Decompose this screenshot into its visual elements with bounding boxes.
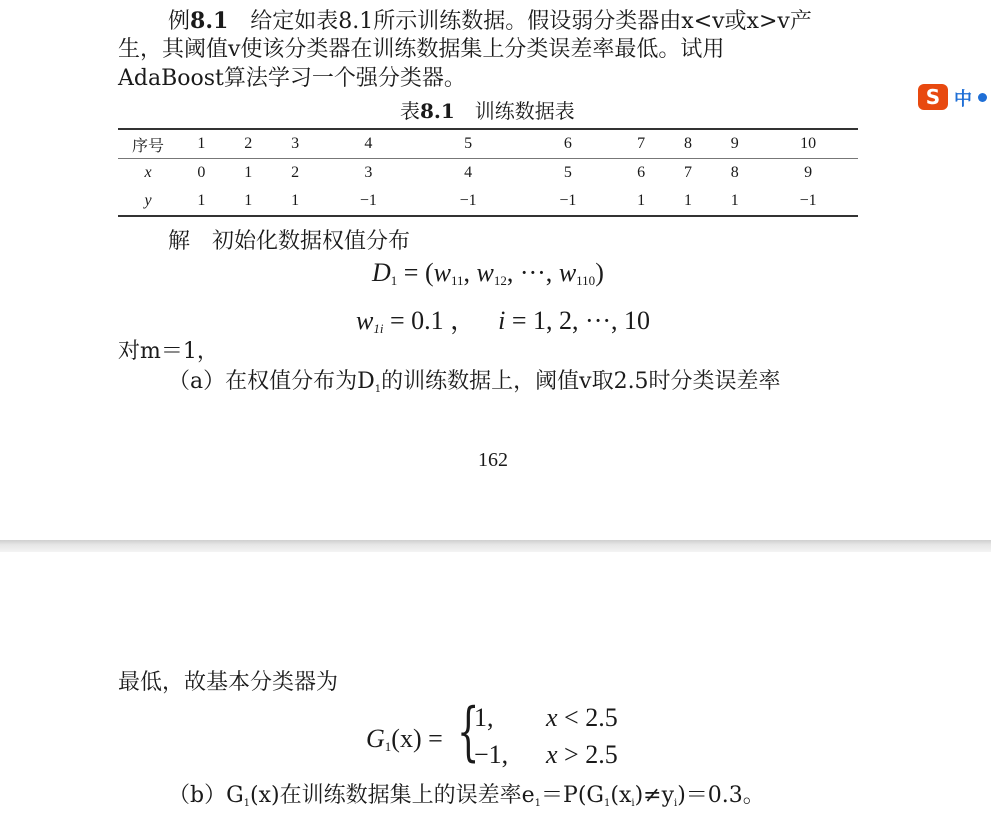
training-data-table	[118, 128, 858, 217]
step-b-text: )＝0.3。	[677, 783, 765, 808]
para1-line2: 生，其阈值v使该分类器在训练数据集上分类误差率最低。试用	[118, 37, 725, 62]
equation-d1	[372, 258, 604, 289]
case1-condition	[546, 703, 618, 733]
header-cell: 4	[319, 129, 419, 159]
para1-line3: AdaBoost算法学习一个强分类器。	[118, 66, 466, 91]
step-b-sub: 1	[243, 798, 251, 809]
table-caption	[400, 99, 575, 123]
caption-number: 8.1	[420, 99, 455, 123]
table-cell: 1	[272, 187, 319, 216]
ime-punctuation-icon[interactable]	[978, 93, 987, 102]
header-cell: 7	[618, 129, 665, 159]
row-label: y	[118, 187, 178, 216]
g1-lhs	[366, 724, 443, 755]
table-cell: 9	[804, 164, 813, 181]
eq-var: i	[498, 306, 506, 335]
header-cell: 8	[665, 129, 712, 159]
header-cell: 3	[272, 129, 319, 159]
step-a-text: 的训练数据上，阈值v取2.5时分类误差率	[381, 369, 781, 394]
example-text: 给定如表8.1所示训练数据。假设弱分类器由x<v或x>v产	[228, 9, 812, 34]
ime-language-toggle[interactable]: 中	[954, 89, 972, 110]
header-cell: 1	[178, 129, 225, 159]
eq-text: = (	[397, 258, 434, 287]
eq-text: = 0.1 ，	[383, 306, 477, 335]
page-separator	[0, 540, 991, 552]
table-cell: 1	[618, 187, 665, 216]
table-cell: 1	[665, 187, 712, 216]
table-cell: 0	[197, 164, 206, 181]
table-cell: −1	[418, 187, 518, 216]
cases-brace: {	[457, 695, 480, 769]
case2-value: −1,	[474, 740, 509, 769]
page-number: 162	[478, 449, 508, 471]
case2-condition	[546, 740, 618, 770]
eq-text: )	[595, 258, 604, 287]
eq-sub: 1i	[373, 321, 384, 336]
table-cell: 7	[683, 164, 692, 181]
eq-var: w	[558, 258, 577, 287]
p2-line1: 最低，故基本分类器为	[118, 670, 339, 695]
eq-lhs: D	[372, 258, 391, 287]
example-prefix: 例	[168, 9, 191, 34]
cond-var: x	[546, 740, 558, 769]
m-line: 对m＝1，	[118, 339, 219, 364]
eq-sub: 12	[493, 273, 507, 288]
cond-text: > 2.5	[557, 740, 618, 769]
table-cell: 5	[563, 164, 572, 181]
table-cell: −1	[319, 187, 419, 216]
step-b-sub: i	[631, 798, 635, 809]
table-cell: 4	[464, 164, 473, 181]
table-cell: −1	[518, 187, 618, 216]
cond-text: < 2.5	[557, 703, 618, 732]
example-number: 8.1	[190, 8, 229, 34]
row-label: x	[144, 164, 152, 181]
step-b-sub: 1	[603, 798, 611, 809]
para1-line1	[168, 8, 812, 35]
caption-prefix: 表	[400, 99, 420, 123]
step-b-text: (x)在训练数据集上的误差率e	[250, 783, 535, 808]
eq-text: ,	[463, 258, 477, 287]
step-a-text: （a）在权值分布为D	[168, 369, 375, 394]
table-cell: 2	[291, 164, 300, 181]
header-cell: 5	[418, 129, 518, 159]
step-a-sub: 1	[374, 384, 382, 395]
cond-var: x	[546, 703, 558, 732]
eq-sub: 110	[576, 273, 596, 288]
step-a-line	[168, 369, 781, 403]
eq-var: w	[433, 258, 451, 287]
step-b-sub: i	[674, 798, 678, 809]
table-cell: 1	[225, 187, 272, 216]
eq-sub: 1	[390, 273, 398, 288]
g-arg: (x) =	[391, 724, 443, 753]
step-b-text: (x	[610, 783, 632, 808]
table-cell: 8	[730, 164, 739, 181]
eq-var: w	[356, 306, 374, 335]
table-cell: −1	[758, 187, 858, 216]
eq-sub: 11	[450, 273, 464, 288]
table-header-row	[118, 129, 858, 159]
header-cell: 序号	[118, 129, 178, 159]
equation-w1i	[356, 300, 650, 337]
table-row-x	[118, 159, 858, 188]
eq-text: = 1, 2, ···, 10	[505, 306, 651, 335]
header-cell: 2	[225, 129, 272, 159]
table-cell: 1	[178, 187, 225, 216]
eq-text: , ···,	[506, 258, 559, 287]
table-cell: 3	[364, 164, 373, 181]
caption-title: 训练数据表	[454, 99, 575, 123]
case1-value: 1,	[474, 703, 494, 732]
eq-var: w	[476, 258, 494, 287]
header-cell: 9	[711, 129, 758, 159]
sogou-logo-icon[interactable]: S	[918, 84, 948, 110]
g-sub: 1	[384, 739, 392, 754]
g-name: G	[366, 724, 385, 753]
header-cell: 10	[758, 129, 858, 159]
header-cell: 6	[518, 129, 618, 159]
table-cell: 6	[637, 164, 646, 181]
step-b-text: ＝P(G	[541, 783, 604, 808]
ime-toolbar[interactable]	[914, 83, 991, 111]
step-b-text: （b）G	[168, 783, 244, 808]
step-b-text: )≠y	[634, 783, 675, 808]
table-cell: 1	[244, 164, 253, 181]
table-row-y	[118, 187, 858, 216]
table-cell: 1	[711, 187, 758, 216]
solution-line: 解 初始化数据权值分布	[168, 229, 411, 254]
step-b-sub: 1	[534, 798, 542, 809]
